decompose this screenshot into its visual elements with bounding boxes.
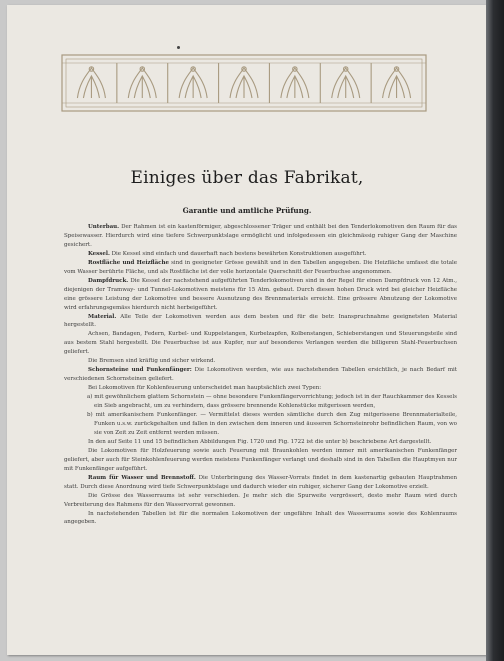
paragraph: Schornsteine und Funkenfänger: Die Lokomotiven werden, wie aus nachstehenden Tabellen ersichtlich, je nach Bedarf mit verschiedenen Schornsteinen geliefert. xyxy=(64,367,457,383)
paragraph: Die Lokomotiven für Holzfeuerung sowie auch Feuerung mit Braunkohlen werden immer mit amerikanischen Funkenfänger geliefert, aber auch für Steinkohlenfeuerung werden meistens Funkenfänger verlangt und deshalb sind in den Tabellen die Hauptmyen nur mit Funkenfänger aufgeführt. xyxy=(64,447,457,472)
paragraph: Dampfdruck. Die Kessel der nachstehend aufgeführten Tenderlokomotiven sind in der Regel für einen Dampfdruck von 12 Atm., diejenigen der Tramway- und Tunnel-Lokomotiven meistens für 15 Atm. gebaut. Durch diesen hohen Druck wird bei gleicher Heizfläche eine grössere Leistung der Lokomotive und bessere Ausnutzung des Brennmaterials erreicht. Eine grössere Abnutzung der Lokomotive wird erfahrungsgemäss hierdurch nicht herbeigeführt. xyxy=(64,277,457,311)
paragraph: Raum für Wasser und Brennstoff. Die Unterbringung des Wasser-Vorrats findet in dem kastenartig gebauten Hauptrahmen statt. Durch diese Anordnung wird tiefe Schwerpunktslage und dadurch wieder ein ruhiger, sicherer Gang der Lokomotive erzielt. xyxy=(64,474,457,490)
ornamental-header-band xyxy=(61,54,427,112)
paragraph: Kessel. Die Kessel sind einfach und dauerhaft nach bestens bewährten Konstruktionen ausgeführt. xyxy=(88,250,367,257)
paragraph: In nachstehenden Tabellen ist für die normalen Lokomotiven der ungefähre Inhalt des Wasserraums sowie des Kohlenraums angegeben. xyxy=(64,510,457,526)
list-item: a) mit gewöhnlichem glattem Schornstein — ohne besondere Funkenfängervorrichtung; jedoch ist in der Rauchkammer des Kessels ein Sieb angebracht, um zu verhindern, dass grössere brennende Kohlenstücke mitgerissen werden, xyxy=(87,394,457,410)
paragraph: Bei Lokomotiven für Kohlenfeuerung unterscheidet man hauptsächlich zwei Typen: xyxy=(88,385,322,392)
book-spine-edge xyxy=(486,0,504,661)
list-item: b) mit amerikanischem Funkenfänger. — Vermittelst dieses werden sämtliche durch den Zug mitgerissene Brennmaterialteile, Funken u.s.w. zurückgehalten und fallen in den zwischen dem inneren und äusseren Schornsteinrohr befindlichen Raum, von wo sie von Zeit zu Zeit entfernt werden müssen. xyxy=(87,412,458,436)
paragraph: In den auf Seite 11 und 15 befindlichen Abbildungen Fig. 1720 und Fig. 1722 ist die unter b) beschriebene Art dargestellt. xyxy=(88,438,432,445)
book-page xyxy=(7,5,487,655)
ink-dot xyxy=(177,46,180,49)
paragraph: Achsen, Bandagen, Federn, Kurbel- und Kuppelstangen, Kurbelzapfen, Kolbenstangen, Schieberstangen und Steuerungsteile sind aus bestem Stahl hergestellt. Die Feuerbuchse ist aus Kupfer, nur auf besonderes Verlangen werden die billigeren Stahl-Feuerbuchsen geliefert. xyxy=(64,331,457,356)
paragraph: Die Bremsen sind kräftig und sicher wirkend. xyxy=(88,358,216,365)
paragraph: Die Grösse des Wasserraums ist sehr verschieden. Je mehr sich die Spurweite vergrössert, desto mehr Raum wird durch Verbreiterung des Rahmens für den Wasservorrat gewonnen. xyxy=(64,492,457,508)
body-text xyxy=(64,223,457,527)
paragraph: Rostfläche und Heizfläche sind in geeigneter Grösse gewählt und in den Tabellen angegeben. Die Heizfläche umfasst die totale vom Wasser berührte Fläche, und als Rostfläche ist der volle horizontale Querschnitt der Feuerbuchse angenommen. xyxy=(64,259,457,275)
section-subtitle: Garantie und amtliche Prüfung. xyxy=(182,206,312,215)
paragraph: Unterbau. Der Rahmen ist ein kastenförmiger, abgeschlossener Träger und enthält bei den Tenderlokomotiven den Raum für das Speisewasser. Hierdurch wird eine tiefere Schwerpunktslage ermöglicht und infolgedessen ein gleichmässig ruhiger Gang der Maschine gesichert. xyxy=(64,224,458,248)
page-title: Einiges über das Fabrikat, xyxy=(130,168,364,188)
paragraph: Material. Alle Teile der Lokomotiven werden aus dem besten und für die betr. Inanspruchnahme geeignetsten Material hergestellt. xyxy=(64,313,457,329)
